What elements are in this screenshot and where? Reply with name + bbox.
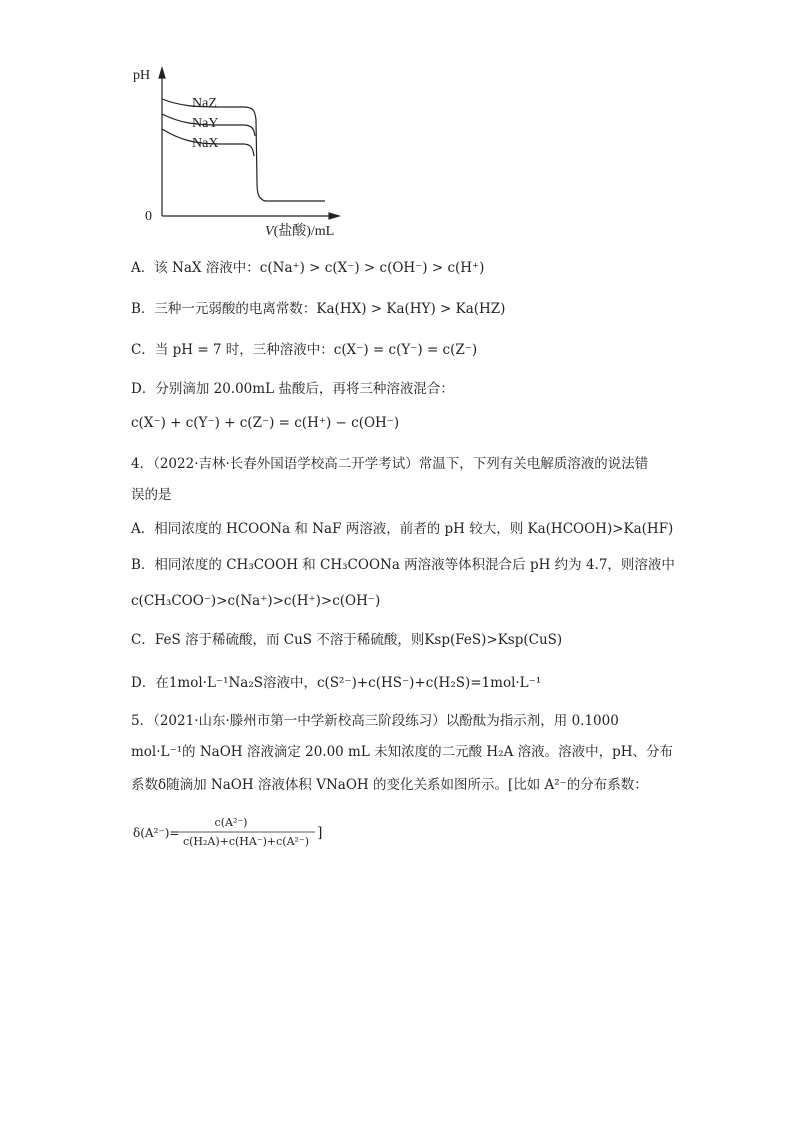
q3-option-c: C．当 pH = 7 时，三种溶液中：c(X⁻) = c(Y⁻) = c(Z⁻) <box>131 342 478 358</box>
formula-lhs: δ(A²⁻)= <box>133 826 180 840</box>
x-axis-arrow <box>329 213 339 219</box>
q4-option-a: A．相同浓度的 HCOONa 和 NaF 两溶液，前者的 pH 较大，则 Ka(HCOOH)>Ka(HF) <box>131 521 674 537</box>
titration-figure <box>125 62 355 247</box>
q4-stem-line1: 4．（2022·吉林·长春外国语学校高二开学考试）常温下，下列有关电解质溶液的说法错 <box>131 456 649 472</box>
y-axis-arrow <box>159 68 165 78</box>
distribution-coefficient-formula <box>131 812 331 854</box>
curve-label-nay: NaY <box>192 116 219 131</box>
x-axis-label: V(盐酸)/mL <box>265 224 335 239</box>
q5-stem-line3: 系数δ随滴加 NaOH 溶液体积 VNaOH 的变化关系如图所示。[比如 A²⁻的分布系数： <box>131 777 648 793</box>
y-axis-label: pH <box>133 68 151 83</box>
curve-label-naz: NaZ <box>192 96 217 111</box>
q4-option-c: C．FeS 溶于稀硫酸，而 CuS 不溶于稀硫酸，则Ksp(FeS)>Ksp(CuS) <box>131 632 563 648</box>
formula-close-bracket: ] <box>317 825 323 841</box>
q4-option-b: B．相同浓度的 CH₃COOH 和 CH₃COONa 两溶液等体积混合后 pH 约为 4.7，则溶液中 <box>131 557 675 573</box>
origin-label: 0 <box>145 209 152 224</box>
q4-option-d: D．在1mol·L⁻¹Na₂S溶液中，c(S²⁻)+c(HS⁻)+c(H₂S)=1mol·L⁻¹ <box>131 675 542 691</box>
curve-naz <box>162 99 325 201</box>
q5-stem-line1: 5．（2021·山东·滕州市第一中学新校高三阶段练习）以酚酞为指示剂，用 0.1000 <box>131 713 619 729</box>
q4-stem-line2: 误的是 <box>131 487 172 503</box>
q3-option-b: B．三种一元弱酸的电离常数：Ka(HX) > Ka(HY) > Ka(HZ) <box>131 301 506 317</box>
formula-numerator: c(A²⁻) <box>214 816 248 829</box>
q4-option-b-continued: c(CH₃COO⁻)>c(Na⁺)>c(H⁺)>c(OH⁻) <box>131 593 381 609</box>
q3-option-d: D．分别滴加 20.00mL 盐酸后，再将三种溶液混合： <box>131 381 454 397</box>
curve-label-nax: NaX <box>192 136 219 151</box>
q5-stem-line2: mol·L⁻¹的 NaOH 溶液滴定 20.00 mL 未知浓度的二元酸 H₂A 溶液。溶液中，pH、分布 <box>131 744 674 760</box>
formula-denominator: c(H₂A)+c(HA⁻)+c(A²⁻) <box>182 835 310 848</box>
q3-option-a: A．该 NaX 溶液中：c(Na⁺) > c(X⁻) > c(OH⁻) > c(H⁺) <box>131 260 485 276</box>
q3-option-d-equation: c(X⁻) + c(Y⁻) + c(Z⁻) = c(H⁺) − c(OH⁻) <box>131 415 400 431</box>
